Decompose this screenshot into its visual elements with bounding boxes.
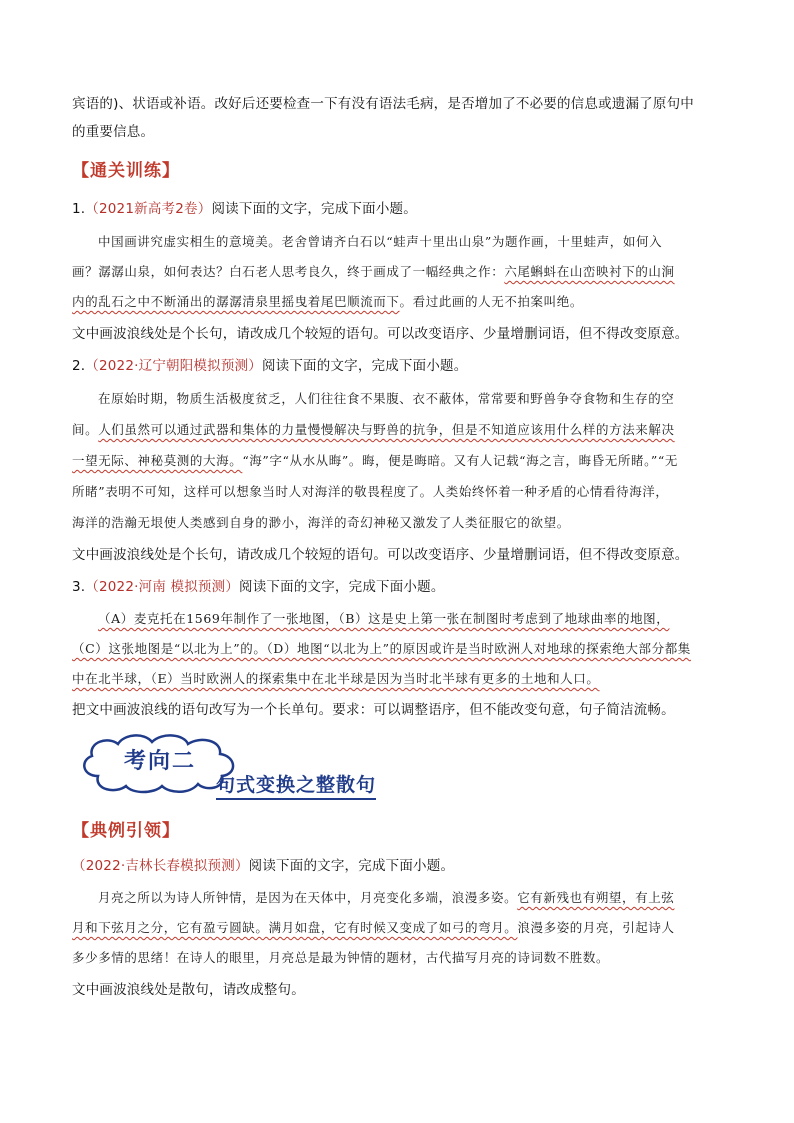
q3-prompt: 阅读下面的文字，完成下面小题。 bbox=[239, 579, 445, 595]
q2-passage-line-2 bbox=[72, 420, 675, 438]
q1-wavy-sentence: 六尾蝌蚪在山峦映衬下的山涧 bbox=[504, 264, 675, 279]
q2-wavy-sentence-cont: 一望无际、神秘莫测的大海。 bbox=[72, 453, 243, 468]
q2-passage-line-3 bbox=[72, 451, 678, 469]
q1-passage-line-3 bbox=[72, 292, 583, 310]
q2-prompt: 阅读下面的文字，完成下面小题。 bbox=[261, 358, 468, 374]
example-passage-line-3: 多少多情的思绪！在诗人的眼里，月亮总是最为钟情的题材，古代描写月亮的诗词数不胜数。 bbox=[72, 950, 610, 965]
intro-line-1: 宾语的)、状语或补语。改好后还要检查一下有没有语法毛病，是否增加了不必要的信息或遗漏了原句中 bbox=[72, 96, 694, 112]
q2-task: 文中画波浪线处是个长句，请改成几个较短的语句。可以改变语序、少量增删词语，但不得改变原意。 bbox=[72, 547, 689, 563]
example-wavy-sentence: 它有新残也有朔望，有上弦 bbox=[517, 890, 675, 905]
q2-passage-text-mid: “海”字“从水从晦”。晦，便是晦暗。又有人记载“海之言，晦昏无所睹。”“无 bbox=[242, 453, 678, 468]
example-passage-text: 月亮之所以为诗人所钟情，是因为在天体中，月亮变化多端，浪漫多姿。 bbox=[98, 890, 518, 905]
q2-passage-line-4: 所睹”表明不可知，这样可以想象当时人对海洋的敬畏程度了。人类始终怀着一种矛盾的心情看待海洋， bbox=[72, 484, 669, 499]
q1-prompt: 阅读下面的文字，完成下面小题。 bbox=[211, 201, 417, 217]
q3-passage-line-2 bbox=[72, 639, 691, 657]
example-passage-line-1 bbox=[98, 888, 674, 906]
q1-passage-text: 画？潺潺山泉，如何表达？白石老人思考良久，终于画成了一幅经典之作： bbox=[72, 264, 505, 279]
q1-passage-line-2 bbox=[72, 262, 675, 280]
example-header bbox=[72, 854, 454, 874]
q2-wavy-sentence: 人们虽然可以通过武器和集体的力量慢慢解决与野兽的抗争，但是不知道应该用什么样的方法来解决 bbox=[98, 422, 675, 437]
q1-wavy-sentence-cont: 内的乱石之中不断涌出的潺潺清泉里摇曳着尾巴顺流而下 bbox=[72, 294, 400, 309]
example-passage-line-2 bbox=[72, 918, 675, 936]
example-heading: 【典例引领】 bbox=[72, 821, 180, 841]
example-task: 文中画波浪线处是散句，请改成整句。 bbox=[72, 982, 305, 998]
q3-source: （2022·河南 模拟预测） bbox=[85, 579, 240, 595]
section2-title: 句式变换之整散句 bbox=[216, 770, 376, 800]
q3-number: 3. bbox=[72, 579, 86, 595]
example-source: （2022·吉林长春模拟预测） bbox=[72, 858, 249, 874]
q3-wavy-sentence-cont: （C）这张地图是“以北为上”的。（D）地图“以北为上”的原因或许是当时欧洲人对地球的探索绝大部分都集 bbox=[72, 641, 691, 656]
q1-source: （2021新高考2卷） bbox=[85, 201, 212, 217]
q1-header bbox=[72, 197, 417, 217]
q2-number: 2. bbox=[72, 358, 86, 374]
example-passage-text-mid: 浪漫多姿的月亮，引起诗人 bbox=[517, 920, 675, 935]
q3-wavy-sentence: （A）麦克托在1569年制作了一张地图，（B）这是史上第一张在制图时考虑到了地球曲率的地图， bbox=[98, 611, 670, 626]
example-prompt: 阅读下面的文字，完成下面小题。 bbox=[248, 858, 455, 874]
section2-badge: 考向二 bbox=[123, 748, 196, 774]
q1-number: 1. bbox=[72, 201, 86, 217]
training-heading: 【通关训练】 bbox=[72, 161, 180, 181]
q2-passage-line-5: 海洋的浩瀚无垠使人类感到自身的渺小，海洋的奇幻神秘又激发了人类征服它的欲望。 bbox=[72, 515, 570, 530]
q2-passage-text: 间。 bbox=[72, 422, 99, 437]
q3-passage-line-3 bbox=[72, 669, 599, 687]
q2-source: （2022·辽宁朝阳模拟预测） bbox=[85, 358, 262, 374]
q1-passage-line-1: 中国画讲究虚实相生的意境美。老舍曾请齐白石以“蛙声十里出山泉”为题作画，十里蛙声，如何入 bbox=[98, 234, 663, 249]
q1-task: 文中画波浪线处是个长句，请改成几个较短的语句。可以改变语序、少量增删词语，但不得改变原意。 bbox=[72, 326, 689, 342]
example-wavy-sentence-cont: 月和下弦月之分，它有盈亏圆缺。满月如盘，它有时候又变成了如弓的弯月。 bbox=[72, 920, 518, 935]
q3-passage-line-1 bbox=[98, 609, 669, 627]
q2-header bbox=[72, 354, 467, 374]
q2-passage-line-1: 在原始时期，物质生活极度贫乏，人们往往食不果腹、衣不蔽体，常常要和野兽争夺食物和生存的空 bbox=[98, 391, 675, 406]
q3-task: 把文中画波浪线的语句改写为一个长单句。要求：可以调整语序，但不能改变句意，句子简洁流畅。 bbox=[72, 702, 675, 718]
q3-wavy-sentence-end: 中在北半球，（E）当时欧洲人的探索集中在北半球是因为当时北半球有更多的土地和人口。 bbox=[72, 671, 600, 686]
intro-line-2: 的重要信息。 bbox=[72, 124, 155, 140]
q1-passage-text-end: 。看过此画的人无不拍案叫绝。 bbox=[399, 294, 583, 309]
q3-header bbox=[72, 575, 445, 595]
